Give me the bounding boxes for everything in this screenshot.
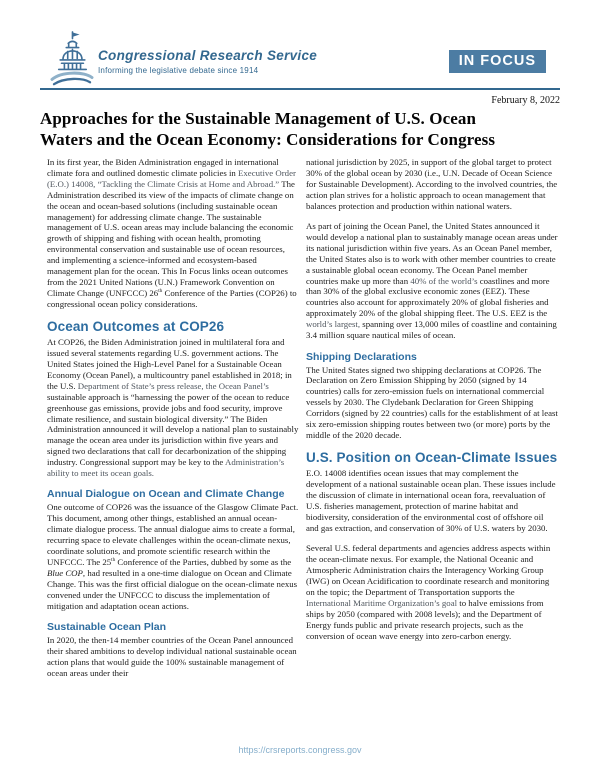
left-column bbox=[47, 157, 299, 688]
body-paragraph bbox=[47, 337, 299, 479]
subsection-heading: Sustainable Ocean Plan bbox=[47, 621, 167, 634]
text-run: In 2020, the then-14 member countries of the Ocean Panel announced their shared ambitions to develop individual national sustainable ocean action plans that would guide the 100% sustainable management of ocean areas under their bbox=[47, 635, 297, 678]
organization-tagline: Informing the legislative debate since 1914 bbox=[98, 65, 259, 75]
text-run: As part of joining the Ocean Panel, the United States announced it would develop a national plan to sustainably manage ocean areas under its national jurisdiction within five years. As an Ocean Panel member, the United States also is to work with other member countries to create a sustainable global ocean economy. The Ocean Panel member countries make up more than bbox=[306, 221, 558, 286]
text-run: to halve emissions from ships by 2050 (compared with 2008 levels); and the Department of Energy funds public and private research projects, such as the conversion of ocean wave energy into zero-carbon energy. bbox=[306, 597, 544, 641]
page-title bbox=[40, 108, 560, 150]
publication-date: February 8, 2022 bbox=[491, 95, 560, 106]
subsection-heading: Shipping Declarations bbox=[306, 350, 417, 363]
linked-phrase: Administration’s ability to meet its ocean goals. bbox=[47, 457, 285, 479]
body-paragraph bbox=[47, 635, 299, 679]
body-paragraph bbox=[306, 221, 558, 341]
linked-phrase: 40% of the world’s bbox=[410, 275, 478, 286]
text-run: Conference of the Parties (COP26) to congressional ocean policy considerations. bbox=[47, 287, 297, 309]
organization-name: Congressional Research Service bbox=[98, 48, 318, 63]
text-run: national jurisdiction by 2025, in support of the global target to protect 30% of the global ocean by 2030 (i.e., U.N. Decade of Ocean Science for Sustainable Development). According to the involved countries, the action plan strives for a holistic approach to ocean management that balances protection and production within national waters. bbox=[306, 157, 558, 211]
text-run: The United States signed two shipping declarations at COP26. The Declaration on Zero Emission Shipping by 2050 (signed by 14 countries) calls for zero-emission fuels on international commercial vessels by 2030. The Clydebank Declaration for Green Shipping Corridors (signed by 22 countries) calls for the establishment of at least six zero-emission shipping routes between two (or more) ports by the middle of the 2020 decade. bbox=[306, 364, 558, 440]
text-run: E.O. 14008 identifies ocean issues that may complement the development of a national sustainable ocean plan. These issues include the discussion of climate in international ocean fora, reevaluation of U.S. fisheries management, protection of marine habitat and biodiversity, consideration of the environmental cost of offshore oil and gas extraction, and conservation of 30% of U.S. waters by 2030. bbox=[306, 468, 556, 533]
body-paragraph bbox=[306, 157, 558, 212]
body-columns bbox=[47, 157, 559, 688]
superscript-text: th bbox=[158, 287, 163, 294]
footer-url-link[interactable]: https://crsreports.congress.gov bbox=[238, 745, 362, 755]
body-paragraph bbox=[306, 468, 558, 533]
body-paragraph bbox=[306, 543, 558, 641]
section-heading: U.S. Position on Ocean-Climate Issues bbox=[306, 450, 558, 466]
page-title-line-1: Approaches for the Sustainable Management of U.S. Ocean bbox=[40, 109, 477, 128]
document-footer bbox=[0, 740, 600, 758]
text-run: The Administration described its view of the impacts of climate change on the ocean and ocean-based solutions (including sustainable ocean management) for addressing climate change. The sustainable management of U.S. ocean areas may include balancing the economic growth of shipping and fishing with ocean health, promoting environmental conservation and sustainable use of ocean resources, and implementing a science-informed and ecosystem-based management plan for the ocean. This In Focus links ocean outcomes from the 2021 United Nations (U.N.) Framework Convention on Climate Change (UNFCCC) 26 bbox=[47, 178, 295, 298]
linked-phrase: world’s largest, bbox=[306, 319, 361, 330]
linked-phrase: Department of State’s press release, the Ocean Panel’s bbox=[77, 380, 269, 391]
text-run: sustainable approach is “harnessing the power of the ocean to reduce greenhouse gas emissions, provide jobs and food security, improve climate resilience, and sustain biological diversity.” The Biden Administration announced it will develop a national plan to sustainably manage the ocean area under its jurisdiction within five years and signed two declarations that call for decarbonization of the shipping industry. Congressional support may be key to the bbox=[47, 391, 299, 468]
page-title-line-2: Waters and the Ocean Economy: Considerations for Congress bbox=[40, 130, 496, 149]
superscript-text: th bbox=[111, 557, 116, 564]
text-run: In its first year, the Biden Administration engaged in international climate fora and outlined domestic climate policies in bbox=[47, 157, 279, 178]
linked-phrase: International Maritime Organization’s goal bbox=[306, 597, 458, 608]
body-paragraph bbox=[47, 502, 299, 611]
header-divider bbox=[40, 88, 560, 90]
italic-text: Blue COP bbox=[47, 567, 83, 578]
text-run: Conference of the Parties, dubbed by some as the bbox=[115, 557, 292, 567]
body-paragraph bbox=[306, 365, 558, 441]
section-heading: Ocean Outcomes at COP26 bbox=[47, 319, 225, 335]
text-run: coastlines and more than 30% of the global exclusive economic zones (EEZ). These countries also account for approximately 20% of global fisheries and approximately 20% of the global shipping fleet. The U.S. EEZ is the bbox=[306, 275, 550, 319]
capitol-dome-icon bbox=[50, 30, 94, 87]
text-run: , had resulted in a one-time dialogue on Ocean and Climate Change. This was the first official dialogue on the ocean-climate nexus convened under the UNFCCC to discuss the implementation of mitigation and adaptation ocean actions. bbox=[47, 567, 298, 611]
linked-phrase: Executive Order (E.O.) 14008, “Tackling the Climate Crisis at Home and Abroad.” bbox=[47, 167, 296, 189]
text-run: Several U.S. federal departments and agencies address aspects within the ocean-climate nexus. For example, the National Oceanic and Atmospheric Administration chairs the Interagency Working Group (IWG) on Ocean Acidification to coordinate research and monitoring on the topic; the Department of Transportation supports the bbox=[306, 543, 551, 597]
text-run: spanning over 13,000 miles of coastline and containing 3.4 million square nautical miles of ocean. bbox=[306, 319, 557, 341]
in-focus-badge: IN FOCUS bbox=[449, 50, 546, 73]
document-header bbox=[40, 28, 560, 86]
text-run: One outcome of COP26 was the issuance of the Glasgow Climate Pact. This document, among other things, established an annual ocean-climate dialogue process. The annual dialogue aims to create a formal, recurring space to elevate challenges within the ocean-climate nexus, coordinate solutions, and promote scientific research within the UNFCCC. The 25 bbox=[47, 502, 299, 567]
body-paragraph bbox=[47, 157, 299, 310]
text-run: At COP26, the Biden Administration joined in multilateral fora and issued several statements regarding U.S. government actions. The United States joined the High-Level Panel for a Sustainable Ocean Economy (Ocean Panel), a multicountry panel established in 2018; in the U.S. bbox=[47, 337, 292, 391]
subsection-heading: Annual Dialogue on Ocean and Climate Change bbox=[47, 488, 285, 501]
right-column bbox=[306, 157, 558, 688]
